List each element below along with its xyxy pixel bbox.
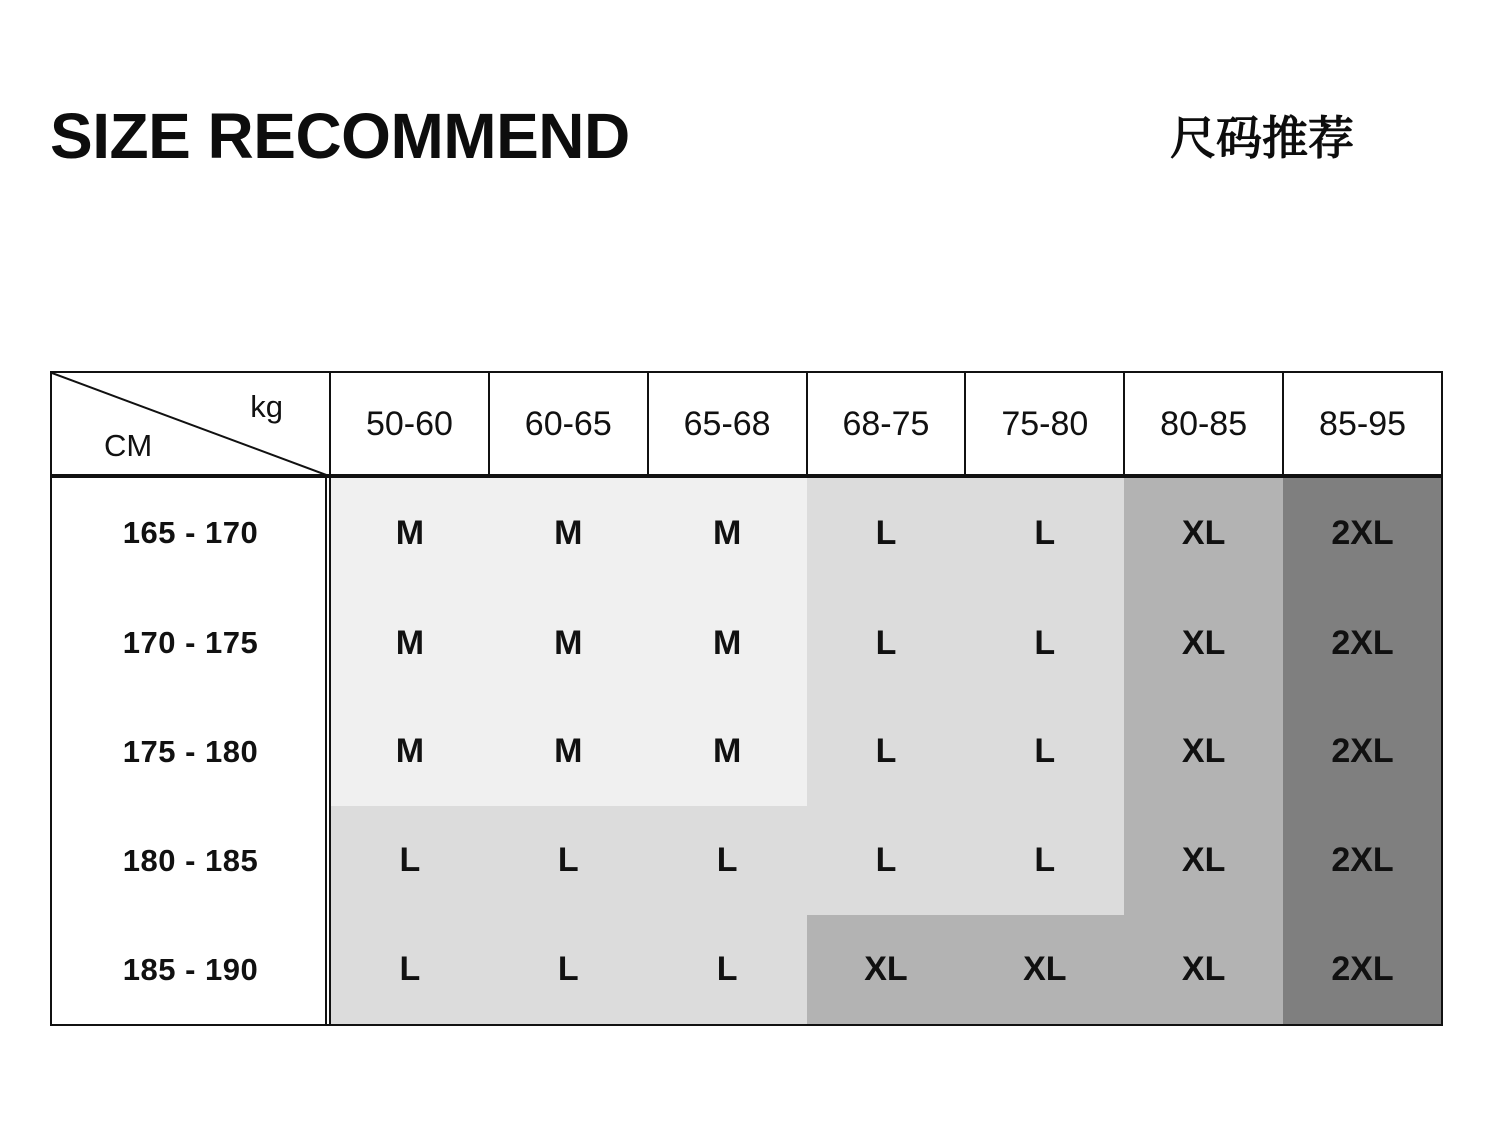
cell-r5c7: 2XL	[1283, 915, 1442, 1024]
cell-r2c2: M	[489, 589, 648, 698]
cell-r1c3: M	[648, 477, 807, 589]
column-header-weight-2: 60-65	[489, 372, 648, 477]
table-row	[51, 697, 1442, 806]
cell-r4c3: L	[648, 806, 807, 915]
page-title-chinese: 尺码推荐	[1170, 112, 1354, 164]
cell-r4c7: 2XL	[1283, 806, 1442, 915]
axis-corner-cell	[51, 372, 330, 477]
cell-r3c4: L	[807, 697, 966, 806]
row-header-height-5: 185 - 190	[51, 915, 330, 1024]
cell-r2c6: XL	[1124, 589, 1283, 698]
cell-r3c5: L	[965, 697, 1124, 806]
cell-r2c1: M	[330, 589, 489, 698]
cell-r4c2: L	[489, 806, 648, 915]
cell-r1c5: L	[965, 477, 1124, 589]
row-header-height-1: 165 - 170	[51, 477, 330, 589]
cell-r5c5: XL	[965, 915, 1124, 1024]
column-header-weight-4: 68-75	[807, 372, 966, 477]
weight-axis-label: kg	[250, 389, 283, 424]
cell-r1c1: M	[330, 477, 489, 589]
page-title: SIZE RECOMMEND	[50, 100, 630, 172]
page-header	[50, 100, 1450, 190]
column-header-weight-7: 85-95	[1283, 372, 1442, 477]
cell-r2c4: L	[807, 589, 966, 698]
cell-r1c6: XL	[1124, 477, 1283, 589]
cell-r1c4: L	[807, 477, 966, 589]
diagonal-divider-icon	[52, 373, 329, 476]
cell-r3c6: XL	[1124, 697, 1283, 806]
table-row	[51, 915, 1442, 1024]
row-header-height-4: 180 - 185	[51, 806, 330, 915]
cell-r4c4: L	[807, 806, 966, 915]
cell-r2c7: 2XL	[1283, 589, 1442, 698]
cell-r4c5: L	[965, 806, 1124, 915]
cell-r5c1: L	[330, 915, 489, 1024]
column-header-weight-5: 75-80	[965, 372, 1124, 477]
cell-r5c3: L	[648, 915, 807, 1024]
cell-r3c1: M	[330, 697, 489, 806]
size-chart	[50, 371, 1443, 1024]
table-header-row	[51, 372, 1442, 477]
cell-r4c6: XL	[1124, 806, 1283, 915]
table-row	[51, 806, 1442, 915]
cell-r2c5: L	[965, 589, 1124, 698]
height-axis-label: CM	[104, 428, 153, 463]
cell-r3c7: 2XL	[1283, 697, 1442, 806]
cell-r5c2: L	[489, 915, 648, 1024]
cell-r1c2: M	[489, 477, 648, 589]
row-header-height-2: 170 - 175	[51, 589, 330, 698]
cell-r3c2: M	[489, 697, 648, 806]
table-row	[51, 477, 1442, 589]
table-row	[51, 589, 1442, 698]
cell-r2c3: M	[648, 589, 807, 698]
row-header-height-3: 175 - 180	[51, 697, 330, 806]
column-header-weight-3: 65-68	[648, 372, 807, 477]
cell-r5c4: XL	[807, 915, 966, 1024]
size-recommend-table	[50, 371, 1443, 1024]
cell-r3c3: M	[648, 697, 807, 806]
column-header-weight-1: 50-60	[330, 372, 489, 477]
cell-r4c1: L	[330, 806, 489, 915]
cell-r1c7: 2XL	[1283, 477, 1442, 589]
column-header-weight-6: 80-85	[1124, 372, 1283, 477]
cell-r5c6: XL	[1124, 915, 1283, 1024]
